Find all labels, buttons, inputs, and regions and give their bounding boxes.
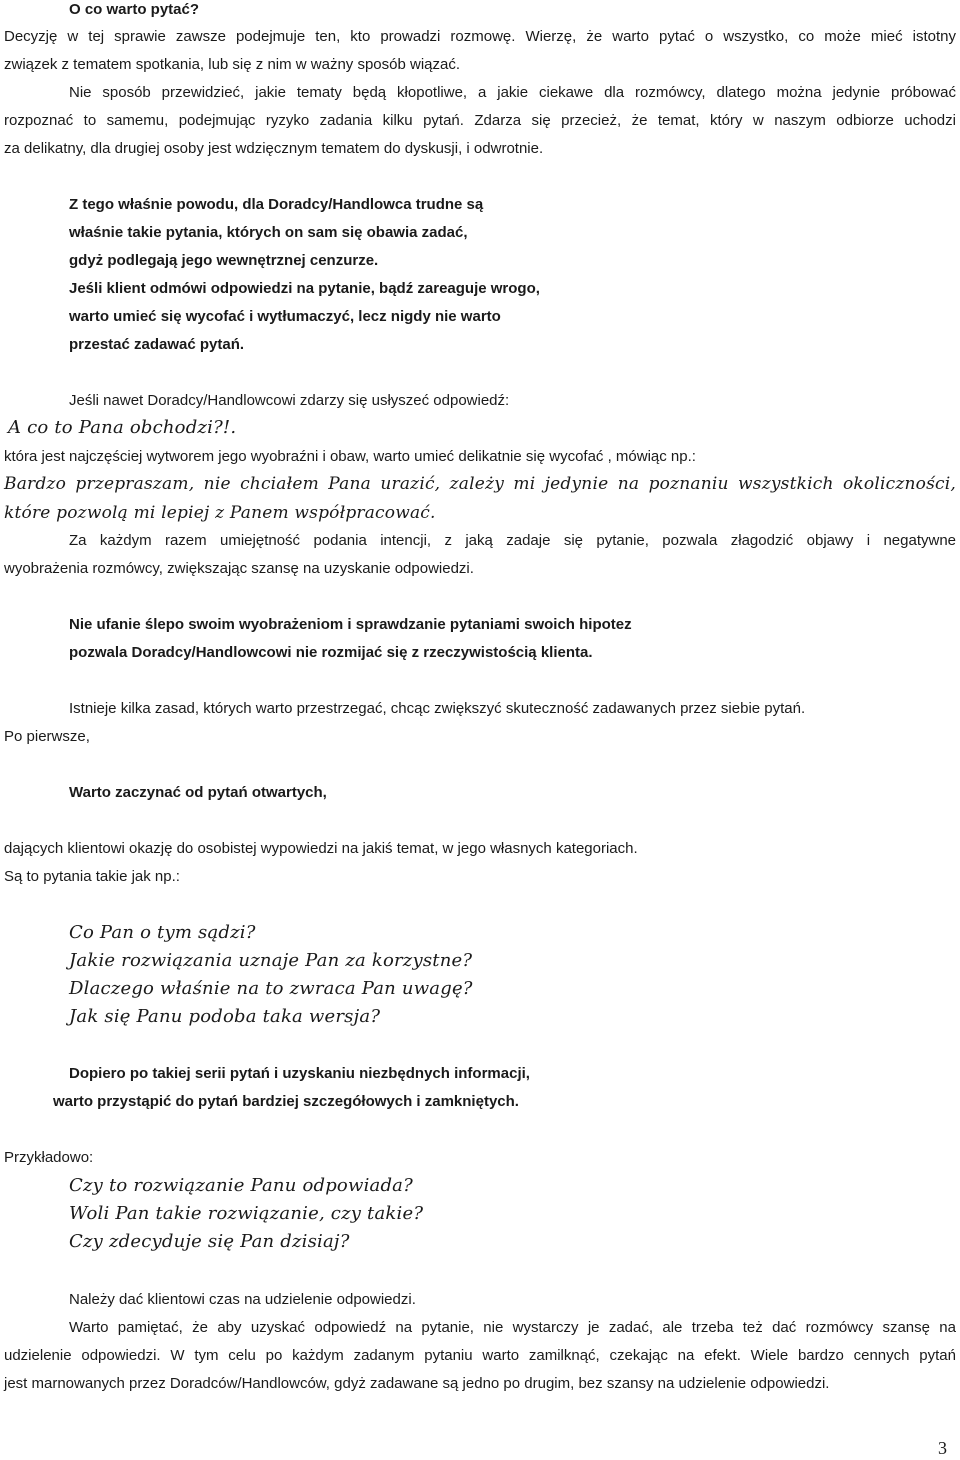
para-warto-line-2: udzielenie odpowiedzi. W tym celu po każdym zadanym pytaniu warto zamilknąć, czekając na efekt. Wiele bardzo cennych pytań (4, 1347, 956, 1364)
open-question-4: Jak się Panu podoba taka wersja? (69, 1006, 381, 1027)
closed-question-2: Woli Pan takie rozwiązanie, czy takie? (69, 1203, 424, 1224)
para-zakazdym-line-1: Za każdym razem umiejętność podania intencji, z jaką zadaje się pytanie, pozwala złagodzić objawy i negatywne (69, 532, 956, 549)
line-istnieje: Istnieje kilka zasad, których warto przestrzegać, chcąc zwiększyć skuteczność zadawanych przez siebie pytań. (69, 700, 806, 717)
bold3-line-2: warto przystąpić do pytań bardziej szczegółowych i zamkniętych. (53, 1093, 519, 1110)
para-zakazdym-line-2: wyobrażenia rozmówcy, zwiększając szansę na uzyskanie odpowiedzi. (4, 560, 474, 577)
line-ktora: która jest najczęściej wytworem jego wyobraźni i obaw, warto umieć delikatnie się wycofać , mówiąc np.: (4, 448, 696, 465)
handwritten-reply: A co to Pana obchodzi?!. (8, 417, 237, 438)
line-jesli: Jeśli nawet Doradcy/Handlowcowi zdarzy się usłyszeć odpowiedź: (69, 392, 510, 409)
open-question-2: Jakie rozwiązania uznaje Pan za korzystne? (69, 950, 473, 971)
para1-line-4: rozpoznać to samemu, podejmując ryzyko zadania kilku pytań. Zdarza się przecież, że temat, który w naszym odbiorze uchodzi (4, 112, 956, 129)
para1-line-1: Decyzję w tej sprawie zawsze podejmuje ten, kto prowadzi rozmowę. Wierzę, że warto pytać o wszystko, co może mieć istotny (4, 28, 956, 45)
bold1-line-3: gdyż podlegają jego wewnętrznej cenzurze. (69, 252, 379, 269)
para1-line-3: Nie sposób przewidzieć, jakie tematy będą kłopotliwe, a jakie ciekawe dla rozmówcy, dlatego można jedynie próbować (69, 84, 956, 101)
bold1-line-5: warto umieć się wycofać i wytłumaczyć, lecz nigdy nie warto (69, 308, 501, 325)
handwritten-apology-line-2: które pozwolą mi lepiej z Panem współpracować. (4, 503, 436, 523)
para-dajacych-line-2: Są to pytania takie jak np.: (4, 868, 180, 885)
bold2-line-2: pozwala Doradcy/Handlowcowi nie rozmijać się z rzeczywistością klienta. (69, 644, 593, 661)
bold1-line-6: przestać zadawać pytań. (69, 336, 245, 353)
line-przykladowo: Przykładowo: (4, 1149, 94, 1166)
page-number: 3 (938, 1438, 947, 1458)
bold-warto: Warto zaczynać od pytań otwartych, (69, 784, 327, 801)
bold2-line-1: Nie ufanie ślepo swoim wyobrażeniom i sprawdzanie pytaniami swoich hipotez (69, 616, 632, 633)
bold3-line-1: Dopiero po takiej serii pytań i uzyskaniu niezbędnych informacji, (69, 1065, 530, 1082)
bold1-line-4: Jeśli klient odmówi odpowiedzi na pytanie, bądź zareaguje wrogo, (69, 280, 540, 297)
open-question-3: Dlaczego właśnie na to zwraca Pan uwagę? (69, 978, 473, 999)
closed-question-1: Czy to rozwiązanie Panu odpowiada? (69, 1175, 413, 1196)
open-question-1: Co Pan o tym sądzi? (69, 922, 256, 943)
para1-line-5: za delikatny, dla drugiej osoby jest wdzięcznym tematem do dyskusji, i odwrotnie. (4, 140, 544, 157)
bold1-line-1: Z tego właśnie powodu, dla Doradcy/Handlowca trudne są (69, 196, 484, 213)
line-popierwsze: Po pierwsze, (4, 728, 90, 745)
para-warto-line-1: Warto pamiętać, że aby uzyskać odpowiedź na pytanie, nie wystarczy je zadać, ale trzeba też dać rozmówcy szansę na (69, 1319, 956, 1336)
para-dajacych-line-1: dających klientowi okazję do osobistej wypowiedzi na jakiś temat, w jego własnych kategoriach. (4, 840, 638, 857)
bold1-line-2: właśnie takie pytania, których on sam się obawia zadać, (69, 224, 468, 241)
line-nalezy: Należy dać klientowi czas na udzielenie odpowiedzi. (69, 1291, 416, 1308)
page-heading: O co warto pytać? (69, 1, 200, 18)
closed-question-3: Czy zdecyduje się Pan dzisiaj? (69, 1231, 350, 1252)
para-warto-line-3: jest marnowanych przez Doradców/Handlowców, gdyż zadawane są jedno po drugim, bez szansy na udzielenie odpowiedzi. (4, 1375, 830, 1392)
handwritten-apology-line-1: Bardzo przepraszam, nie chciałem Pana urazić, zależy mi jedynie na poznaniu wszystkich okoliczności, (4, 474, 956, 494)
para1-line-2: związek z tematem spotkania, lub się z nim w ważny sposób wiązać. (4, 56, 461, 73)
